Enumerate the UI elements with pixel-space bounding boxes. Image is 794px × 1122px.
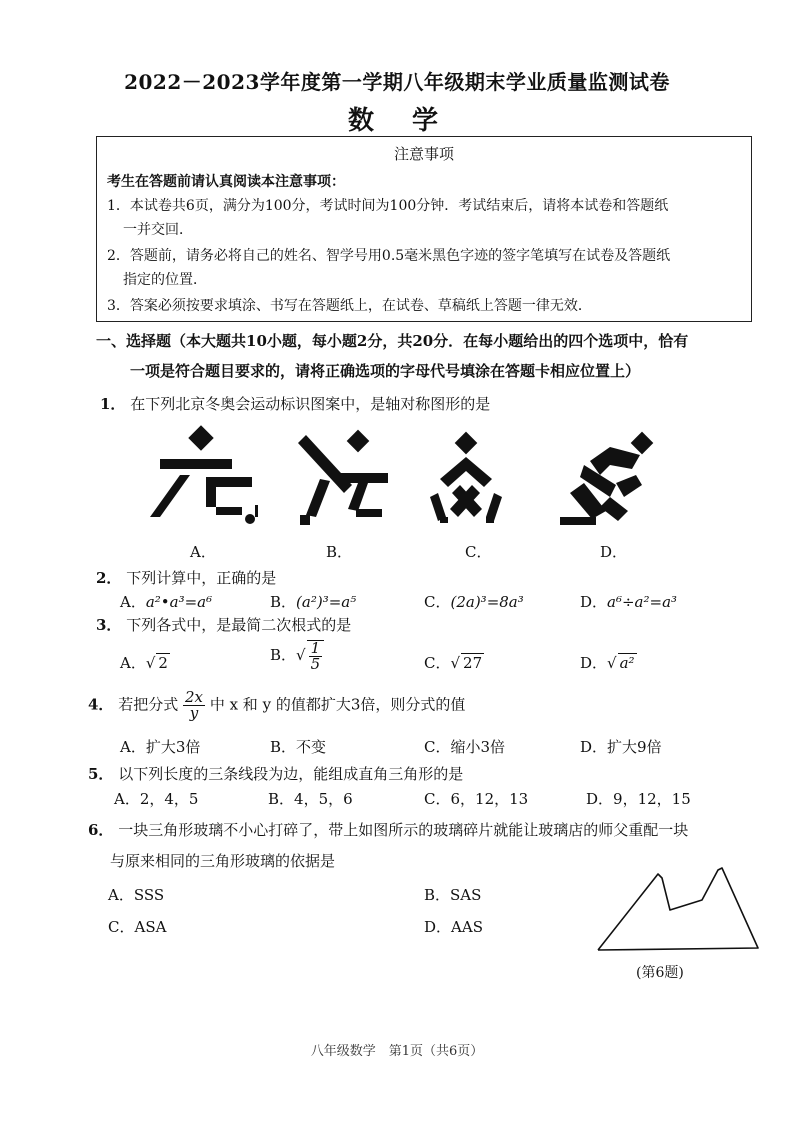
- q1-pictograms: [140, 425, 680, 535]
- question-number: 1．: [100, 395, 126, 413]
- q2-option-d: [580, 591, 677, 612]
- q1-label-c: C．: [465, 543, 492, 561]
- exam-title: 2022－2023学年度第一学期八年级期末学业质量监测试卷: [124, 70, 670, 94]
- notice-intro: 考生在答题前请认真阅读本注意事项：: [107, 174, 345, 190]
- q5-option-c: [424, 788, 528, 809]
- question-4: [88, 690, 465, 721]
- figure-caption: (第6题): [636, 965, 684, 981]
- option-text: 6，12，13: [450, 790, 529, 808]
- question-5: [88, 763, 463, 784]
- question-number: 5．: [88, 765, 114, 783]
- option-radicand: a²: [619, 654, 635, 672]
- option-letter: B．: [270, 738, 297, 756]
- q2-option-b: [270, 591, 356, 612]
- option-letter: A．: [114, 790, 140, 808]
- q6-option-c: [108, 916, 166, 937]
- option-letter: D．: [580, 593, 608, 611]
- pictogram-a-icon: [150, 425, 258, 524]
- question-1: [100, 393, 490, 414]
- fraction: [309, 641, 323, 672]
- q2-option-a: [120, 591, 212, 612]
- option-radicand: 27: [463, 654, 483, 672]
- option-letter: B．: [270, 646, 297, 664]
- notice-item-2-cont: 指定的位置．: [123, 272, 207, 288]
- option-text: 扩大3倍: [145, 738, 201, 756]
- option-letter: D．: [586, 790, 614, 808]
- fraction: [183, 690, 205, 721]
- subject-title: 数学: [347, 106, 476, 136]
- option-radicand: [307, 640, 325, 672]
- notice-box: [96, 136, 752, 322]
- q3-option-c: C．√ 27: [424, 654, 483, 672]
- option-letter: D．: [580, 654, 608, 672]
- q6-option-b: [424, 884, 481, 905]
- option-letter: C．: [108, 918, 135, 936]
- question-6-line2: 与原来相同的三角形玻璃的依据是: [110, 852, 336, 870]
- q1-label-b: B．: [326, 543, 353, 561]
- q1-label-a: A．: [190, 543, 216, 561]
- option-letter: A．: [120, 738, 146, 756]
- option-letter: C．: [424, 790, 451, 808]
- q2-option-c: [424, 591, 524, 612]
- question-3: [96, 614, 351, 635]
- option-text: 缩小3倍: [450, 738, 506, 756]
- page-footer: 八年级数学 第1页（共6页）: [310, 1044, 484, 1059]
- pictogram-d-icon: [560, 432, 653, 525]
- fraction-denominator: 5: [310, 655, 321, 673]
- question-6: [88, 819, 688, 840]
- question-text: 以下列长度的三条线段为边，能组成直角三角形的是: [118, 765, 464, 783]
- q3-option-d: D．√ a²: [580, 654, 635, 672]
- question-text-line1: 一块三角形玻璃不小心打碎了，带上如图所示的玻璃碎片就能让玻璃店的师父重配一块: [118, 821, 689, 839]
- option-letter: C．: [424, 593, 451, 611]
- option-letter: D．: [580, 738, 608, 756]
- option-letter: D．: [424, 918, 452, 936]
- q4-option-c: [424, 736, 505, 757]
- option-text: AAS: [451, 918, 483, 936]
- option-text: 4，5，6: [294, 790, 353, 808]
- fraction-numerator: 2x: [185, 688, 204, 706]
- fraction-denominator: y: [189, 704, 199, 722]
- question-number: 6．: [88, 821, 114, 839]
- q6-option-a: [108, 884, 164, 905]
- option-text: 不变: [296, 738, 327, 756]
- q3-option-a: A．√ 2: [120, 654, 168, 672]
- pictogram-c-icon: [430, 432, 502, 523]
- option-letter: A．: [120, 654, 146, 672]
- question-text: 在下列北京冬奥会运动标识图案中，是轴对称图形的是: [130, 395, 491, 413]
- q4-option-d: [580, 736, 662, 757]
- notice-title: 注意事项: [393, 145, 454, 163]
- option-letter: A．: [120, 593, 146, 611]
- option-letter: C．: [424, 738, 451, 756]
- option-letter: C．: [424, 654, 451, 672]
- q5-option-a: [114, 788, 198, 809]
- option-text: 9，12，15: [613, 790, 691, 808]
- q6-option-d: [424, 916, 483, 937]
- option-letter: B．: [424, 886, 451, 904]
- q1-label-d: D．: [600, 543, 628, 561]
- q5-option-b: [268, 788, 353, 809]
- option-text: ASA: [134, 918, 167, 936]
- option-letter: B．: [268, 790, 295, 808]
- question-text: 下列各式中，是最简二次根式的是: [126, 616, 352, 634]
- pictogram-b-icon: [298, 430, 388, 525]
- q4-option-a: [120, 736, 200, 757]
- section-heading-line1: 一、选择题（本大题共10小题，每小题2分，共20分．在每小题给出的四个选项中，恰有: [96, 332, 689, 350]
- notice-item-1: 1．本试卷共6页，满分为100分，考试时间为100分钟．考试结束后，请将本试卷和答题纸: [107, 198, 669, 214]
- q3-option-b: B．√ $\frac{1}{5}$: [270, 640, 324, 672]
- notice-item-1-cont: 一并交回．: [123, 222, 193, 238]
- question-2: [96, 567, 276, 588]
- q5-option-d: [586, 788, 691, 809]
- option-expression: (a²)³=a⁵: [296, 593, 357, 611]
- option-text: 2，4，5: [139, 790, 199, 808]
- glass-fragment-figure: [590, 860, 770, 960]
- option-text: SAS: [450, 886, 482, 904]
- notice-item-2: 2．答题前，请务必将自己的姓名、智学号用0.5毫米黑色字迹的签字笔填写在试卷及答题纸: [107, 248, 671, 264]
- option-radicand: 2: [158, 654, 168, 672]
- question-number: 2．: [96, 569, 122, 587]
- option-expression: a⁶÷a²=a³: [607, 593, 678, 611]
- question-number: 3．: [96, 616, 122, 634]
- question-text-suffix: 中 x 和 y 的值都扩大3倍，则分式的值: [209, 695, 466, 714]
- option-text: 扩大9倍: [607, 738, 662, 756]
- option-expression: a²•a³=a⁶: [145, 593, 213, 611]
- option-text: SSS: [133, 886, 165, 904]
- question-text: 下列计算中，正确的是: [126, 569, 277, 587]
- question-text-prefix: 若把分式: [118, 695, 179, 714]
- q4-option-b: [270, 736, 326, 757]
- option-letter: B．: [270, 593, 297, 611]
- option-letter: A．: [108, 886, 134, 904]
- option-expression: (2a)³=8a³: [450, 593, 524, 611]
- question-number: 4．: [88, 695, 114, 714]
- section-heading-line2: 一项是符合题目要求的，请将正确选项的字母代号填涂在答题卡相应位置上）: [130, 362, 641, 380]
- fraction-numerator: 1: [310, 639, 321, 657]
- notice-item-3: 3．答案必须按要求填涂、书写在答题纸上，在试卷、草稿纸上答题一律无效．: [107, 298, 592, 314]
